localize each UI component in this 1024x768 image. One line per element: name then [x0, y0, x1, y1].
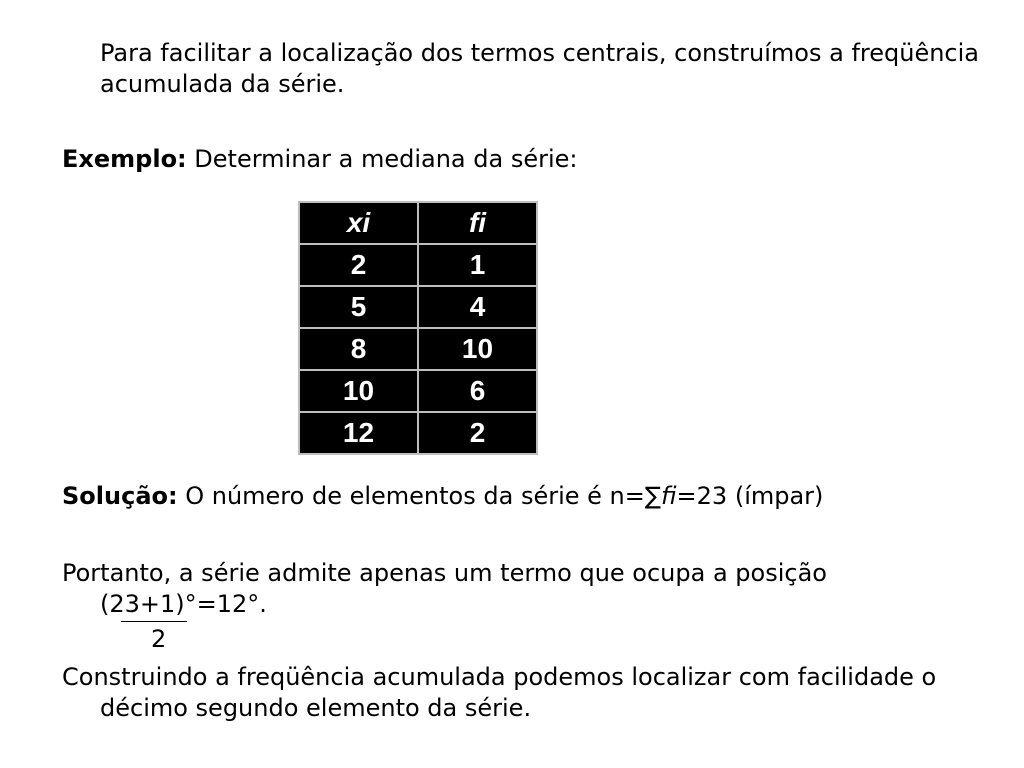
fraction-numerator: 23+1	[109, 590, 176, 618]
intro-paragraph: Para facilitar a localização dos termos centrais, construímos a freqüência acumulada da série.	[100, 39, 979, 98]
therefore-paragraph	[62, 558, 1024, 620]
table-cell: 4	[418, 286, 537, 328]
table-cell: 2	[299, 244, 418, 286]
table-cell: 10	[299, 370, 418, 412]
table-cell: 1	[418, 244, 537, 286]
table-row	[299, 412, 537, 454]
fraction-bar	[121, 621, 187, 622]
solution-result: =23 (ímpar)	[676, 482, 824, 510]
example-text: Determinar a mediana da série:	[186, 145, 578, 173]
position-result: )°=12°.	[175, 590, 267, 618]
conclusion-paragraph: Construindo a freqüência acumulada podemos localizar com facilidade o décimo segundo elemento da série.	[62, 663, 937, 722]
header-xi: xi	[299, 202, 418, 244]
table-cell: 12	[299, 412, 418, 454]
table-cell: 8	[299, 328, 418, 370]
table-cell: 2	[418, 412, 537, 454]
fi-symbol: fi	[661, 482, 677, 510]
solution-text: O número de elementos da série é n=	[177, 482, 645, 510]
table-cell: 10	[418, 328, 537, 370]
table-cell: 5	[299, 286, 418, 328]
example-label: Exemplo:	[62, 145, 187, 173]
sigma-symbol: ∑	[644, 482, 662, 510]
table-cell: 6	[418, 370, 537, 412]
fraction-denominator: 2	[151, 625, 167, 653]
solution-paragraph	[62, 481, 1002, 512]
example-paragraph	[62, 144, 577, 175]
table-row	[299, 244, 537, 286]
table-header-row	[299, 202, 537, 244]
table-row	[299, 370, 537, 412]
table-row	[299, 328, 537, 370]
frequency-table	[298, 201, 538, 455]
header-fi: fi	[418, 202, 537, 244]
solution-label: Solução:	[62, 482, 178, 510]
paren-open: (	[100, 590, 110, 618]
table-row	[299, 286, 537, 328]
therefore-text: Portanto, a série admite apenas um termo que ocupa a posição	[62, 559, 827, 587]
